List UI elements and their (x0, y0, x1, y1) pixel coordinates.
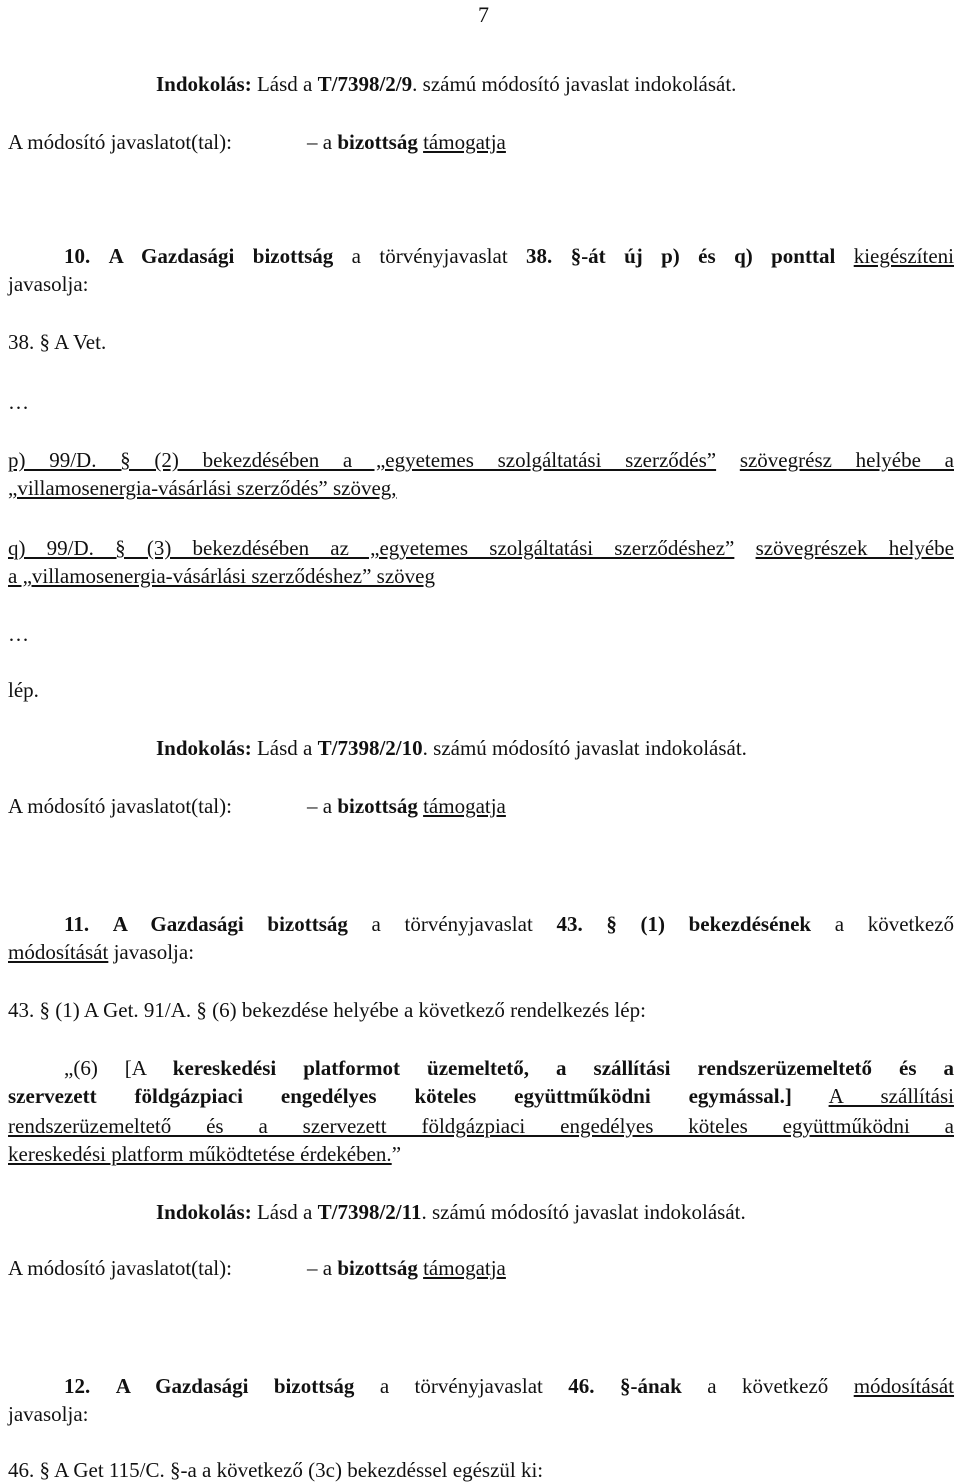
item-12-section: 46. § A Get 115/C. §-a a következő (3c) bekezdéssel egészül ki: (8, 1458, 544, 1482)
quote-line3: rendszerüzemeltető és a szervezett földgázpiaci engedélyes köteles együttműködni a (8, 1114, 954, 1138)
support-verb: támogatja (423, 130, 506, 154)
item-11-heading-cont: módosítását javasolja: (8, 940, 195, 964)
justification-9: Indokolás: Lásd a T/7398/2/9. számú módosító javaslat indokolását. (156, 72, 737, 96)
item-number: 12. (64, 1374, 91, 1398)
page-number: 7 (478, 2, 489, 27)
lep-text: lép. (8, 678, 39, 702)
item-12-heading-cont: javasolja: (8, 1402, 89, 1426)
committee-name: bizottság (337, 130, 418, 154)
support-verb: támogatja (423, 794, 506, 818)
point-q-line2: a „villamosenergia-vásárlási szerződéshez” szöveg (8, 564, 435, 588)
item-number: 11. (64, 912, 90, 936)
proposal-reference: T/7398/2/11 (317, 1200, 422, 1224)
committee-name: bizottság (337, 794, 418, 818)
justification-label: Indokolás: (156, 1200, 252, 1224)
item-10-heading: 10. A Gazdasági bizottság a törvényjavaslat 38. §-át új p) és q) ponttal kiegészíteni (64, 244, 954, 268)
point-p-line1: p) 99/D. § (2) bekezdésében a „egyetemes szolgáltatási szerződés” szövegrész helyébe a (8, 448, 954, 472)
support-line-9: A módosító javaslatot(tal): – a bizottság támogatja (8, 130, 506, 154)
quote-line2: szervezett földgázpiaci engedélyes köteles együttműködni egymással.] A szállítási (8, 1084, 954, 1108)
proposal-reference: T/7398/2/9 (317, 72, 413, 96)
justification-10: Indokolás: Lásd a T/7398/2/10. számú módosító javaslat indokolását. (156, 736, 747, 760)
ellipsis: … (8, 622, 29, 646)
item-number: 10. (64, 244, 91, 268)
item-11-heading: 11. A Gazdasági bizottság a törvényjavaslat 43. § (1) bekezdésének a következő (64, 912, 955, 936)
quote-line1: „(6) [A kereskedési platformot üzemeltető, a szállítási rendszerüzemeltető és a (64, 1056, 955, 1080)
justification-label: Indokolás: (156, 736, 252, 760)
support-line-11: A módosító javaslatot(tal): – a bizottság támogatja (8, 1256, 506, 1280)
item-11-section: 43. § (1) A Get. 91/A. § (6) bekezdése helyébe a következő rendelkezés lép: (8, 998, 646, 1022)
item-12-heading: 12. A Gazdasági bizottság a törvényjavaslat 46. §-ának a következő módosítását (64, 1374, 955, 1398)
proposal-reference: T/7398/2/10 (317, 736, 423, 760)
ellipsis: … (8, 390, 29, 414)
support-label: A módosító javaslatot(tal): (8, 794, 232, 818)
support-verb: támogatja (423, 1256, 506, 1280)
committee-name: bizottság (337, 1256, 418, 1280)
quote-line4: kereskedési platform működtetése érdekében.” (8, 1142, 402, 1166)
support-label: A módosító javaslatot(tal): (8, 1256, 232, 1280)
justification-11: Indokolás: Lásd a T/7398/2/11. számú módosító javaslat indokolását. (156, 1200, 746, 1224)
point-q-line1: q) 99/D. § (3) bekezdésében az „egyetemes szolgáltatási szerződéshez” szövegrészek helyébe (8, 536, 954, 560)
support-label: A módosító javaslatot(tal): (8, 130, 232, 154)
item-10-section: 38. § A Vet. (8, 330, 107, 354)
support-line-10: A módosító javaslatot(tal): – a bizottság támogatja (8, 794, 506, 818)
item-10-heading-cont: javasolja: (8, 272, 89, 296)
point-p-line2: „villamosenergia-vásárlási szerződés” szöveg, (8, 476, 397, 500)
justification-label: Indokolás: (156, 72, 252, 96)
